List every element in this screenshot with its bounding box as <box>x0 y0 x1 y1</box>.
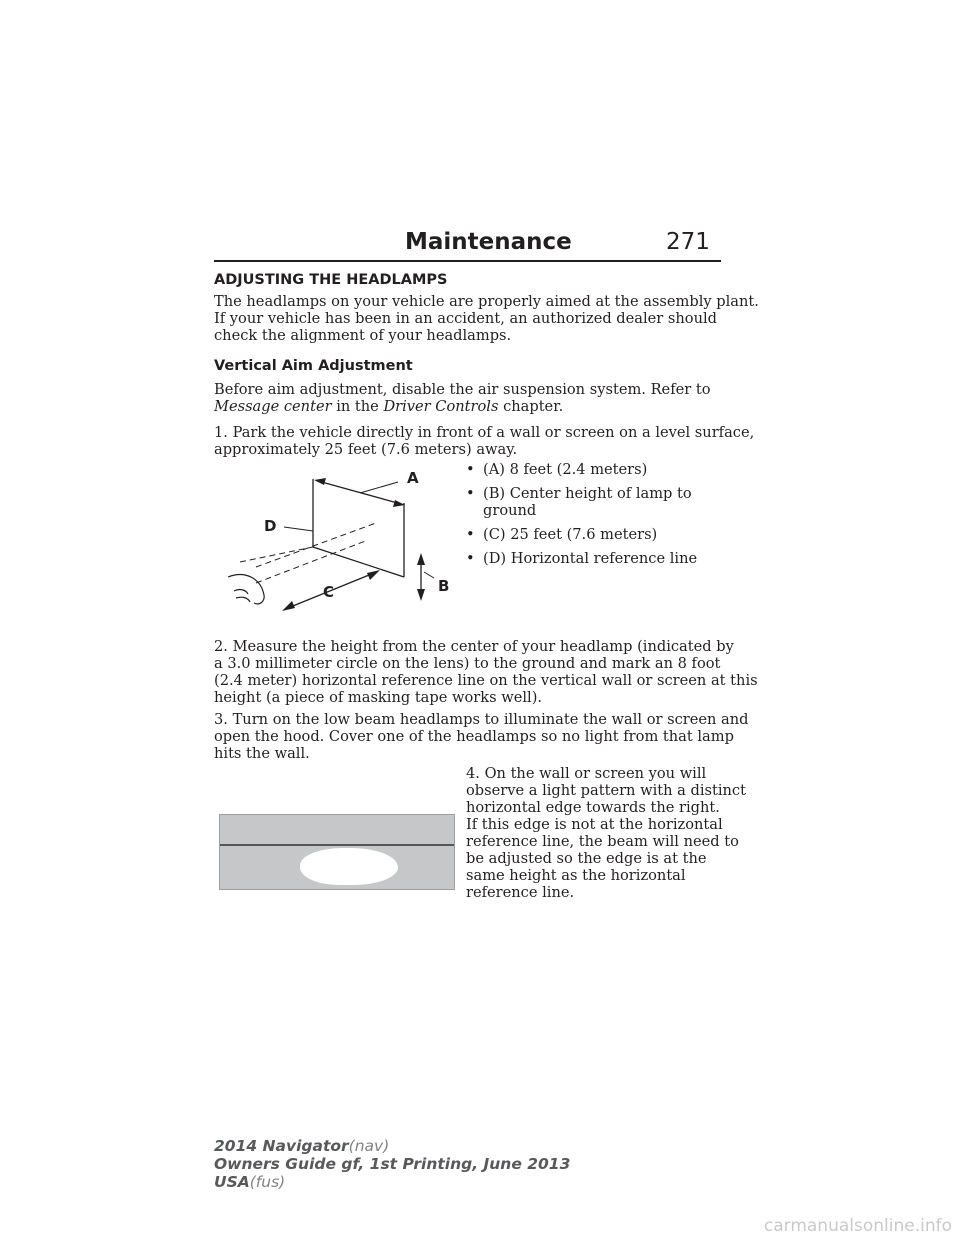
legend-list <box>466 461 726 574</box>
diagram-label-d: D <box>264 517 277 535</box>
footer-line-2: Owners Guide gf, 1st Printing, June 2013 <box>214 1155 571 1173</box>
step-2-line: 2. Measure the height from the center of your headlamp (indicated by <box>214 638 734 655</box>
step-3 <box>214 711 749 762</box>
intro-line: The headlamps on your vehicle are properly aimed at the assembly plant. <box>214 293 759 310</box>
step-1 <box>214 424 755 458</box>
list-item <box>466 550 726 567</box>
intro-line: check the alignment of your headlamps. <box>214 327 512 344</box>
section-heading: ADJUSTING THE HEADLAMPS <box>214 272 448 288</box>
step-1-line: 1. Park the vehicle directly in front of a wall or screen on a level surface, <box>214 424 755 441</box>
diagram-label-a: A <box>407 469 419 487</box>
light-beam-spot <box>300 848 398 885</box>
dimension-b-arrow <box>417 553 434 601</box>
intro-paragraph <box>214 293 759 344</box>
list-item-text: (C) 25 feet (7.6 meters) <box>483 526 658 543</box>
step-4-line: be adjusted so the edge is at the <box>466 850 707 867</box>
list-item <box>466 526 726 543</box>
footer-market: USA <box>214 1173 250 1191</box>
dimension-a-arrow <box>314 478 405 507</box>
list-item <box>466 485 726 519</box>
site-watermark: carmanualsonline.info <box>763 1216 952 1236</box>
step-4-line: 4. On the wall or screen you will <box>466 765 707 782</box>
vehicle-front-shape <box>228 575 264 604</box>
beam-lines <box>240 523 376 583</box>
footer-line-3 <box>214 1173 570 1191</box>
document-footer <box>214 1137 570 1191</box>
intro-line: If your vehicle has been in an accident, an authorized dealer should <box>214 310 717 327</box>
before-aim-paragraph <box>214 381 724 415</box>
list-item-text: (A) 8 feet (2.4 meters) <box>483 461 648 478</box>
footer-line-1 <box>214 1137 570 1155</box>
step-2-line: height (a piece of masking tape works well). <box>214 689 543 706</box>
step-3-line: 3. Turn on the low beam headlamps to illuminate the wall or screen and <box>214 711 749 728</box>
page-section-title: Maintenance <box>405 229 572 255</box>
step-3-line: hits the wall. <box>214 745 310 762</box>
step-4-line: reference line. <box>466 884 575 901</box>
step-2 <box>214 638 758 706</box>
footer-market-code: (fus) <box>249 1173 286 1191</box>
page-number: 271 <box>666 229 710 255</box>
list-item <box>466 461 726 478</box>
bullet-symbol: • <box>466 485 475 502</box>
step-2-line: (2.4 meter) horizontal reference line on the vertical wall or screen at this <box>214 672 758 689</box>
list-item-text: (B) Center height of lamp to <box>483 485 692 502</box>
driver-controls-ref: Driver Controls <box>383 398 499 415</box>
list-item-text: ground <box>483 502 537 519</box>
before-aim-line: Before aim adjustment, disable the air suspension system. Refer to <box>214 381 711 398</box>
before-aim-line-refs <box>214 398 724 415</box>
bullet-symbol: • <box>466 550 475 567</box>
step-4-line: If this edge is not at the horizontal <box>466 816 723 833</box>
step-4-line: reference line, the beam will need to <box>466 833 739 850</box>
diagram-label-c: C <box>323 583 335 601</box>
light-pattern-illustration <box>219 814 455 890</box>
list-item-text: (D) Horizontal reference line <box>483 550 698 567</box>
before-aim-end: chapter. <box>498 398 564 415</box>
horizontal-reference-line <box>220 844 454 846</box>
headlamp-aim-diagram <box>226 467 458 617</box>
step-4-line: same height as the horizontal <box>466 867 686 884</box>
wall-shape <box>313 479 404 577</box>
message-center-ref: Message center <box>214 398 332 415</box>
footer-model-code: (nav) <box>348 1137 390 1155</box>
step-4-line: observe a light pattern with a distinct <box>466 782 746 799</box>
before-aim-mid: in the <box>331 398 384 415</box>
subsection-heading: Vertical Aim Adjustment <box>214 358 413 374</box>
step-4-line: horizontal edge towards the right. <box>466 799 720 816</box>
bullet-symbol: • <box>466 461 475 478</box>
step-3-line: open the hood. Cover one of the headlamps so no light from that lamp <box>214 728 734 745</box>
step-4 <box>466 765 746 901</box>
dimension-d-leader <box>284 527 313 531</box>
step-2-line: a 3.0 millimeter circle on the lens) to the ground and mark an 8 foot <box>214 655 721 672</box>
diagram-label-b: B <box>438 577 450 595</box>
footer-model: 2014 Navigator <box>214 1137 349 1155</box>
step-1-line: approximately 25 feet (7.6 meters) away. <box>214 441 518 458</box>
bullet-symbol: • <box>466 526 475 543</box>
header-divider <box>214 260 721 262</box>
